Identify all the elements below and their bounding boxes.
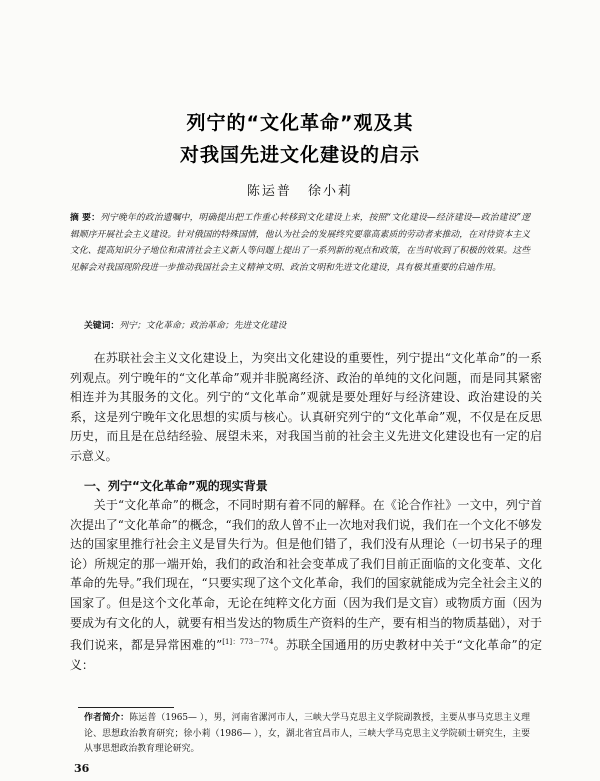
author-footnote: [84, 711, 530, 758]
abstract-text: 列宁晚年的政治遗嘱中，明确提出把工作重心转移到文化建设上来，按照“文化建设—经济建设—政治建设”逻辑顺序开展社会主义建设。针对俄国的特殊国情，他认为社会的发展终究要靠高素质的劳动者来推动，在对待资本主义文化、提高知识分子地位和肃清社会主义新人等问题上提出了一系列新的观点和政策，在当时收到了积极的效果。这些见解会对我国现阶段进一步推动我国社会主义精神文明、政治文明和先进文化建设，具有极其重要的启迪作用。: [70, 213, 530, 273]
article-title-line-1: 列宁的“文化革命”观及其: [186, 112, 414, 134]
footnote-text: 陈运普（1965— ），男，河南省漯河市人，三峡大学马克思主义学院副教授，主要从事马克思主义理论、思想政治教育研究；徐小莉（1986— ），女，湖北省宜昌市人，三峡大学马克思主义学院硕士研究生，主要从事思想政治教育理论研究。: [84, 713, 530, 754]
section-heading: 一、列宁“文化革命”观的现实背景: [84, 479, 268, 493]
keywords: [84, 318, 530, 331]
keywords-label: 关键词：: [84, 321, 120, 331]
section-paragraph-tail: 。苏联全国通用的历史教材中关于“文化革命”的定义：: [70, 638, 542, 672]
page-number: 36: [74, 762, 90, 775]
keywords-text: 列宁；文化革命；政治革命；先进文化建设: [119, 321, 287, 331]
abstract: [70, 210, 530, 276]
section-paragraph: [70, 496, 542, 675]
intro-paragraph: 在苏联社会主义文化建设上，为突出文化建设的重要性，列宁提出“文化革命”的一系列观点。列宁晚年的“文化革命”观并非脱离经济、政治的单纯的文化问题，而是同其紧密相连并为其服务的文化。列宁的“文化革命”观就是要处理好与经济建设、政治建设的关系，这是列宁晚年文化思想的实质与核心。认真研究列宁的“文化革命”观，不仅是在反思历史，而且是在总结经验、展望未来，对我国当前的社会主义先进文化建设也有一定的启示意义。: [70, 351, 542, 463]
section-paragraph-text: 关于“文化革命”的概念，不同时期有着不同的解释。在《论合作社》一文中，列宁首次提出了“文化革命”的概念，“我们的敌人曾不止一次地对我们说，我们在一个文化不够发达的国家里推行社会主义是冒失行为。但是他们错了，我们没有从理论（一切书呆子的理论）所规定的那一端开始，我们的政治和社会变革成了我们目前正面临的文化变革、文化革命的先导。”我们现在，“只要实现了这个文化革命，我们的国家就能成为完全社会主义的国家了。但是这个文化革命，无论在纯粹文化方面（因为我们是文盲）或物质方面（因为要成为有文化的人，就要有相当发达的物质生产资料的生产，要有相当的物质基础），对于我们说来，都是异常困难的”: [70, 498, 542, 653]
citation-reference: [1]：773－774: [222, 638, 274, 647]
footnote-label: 作者简介：: [84, 713, 130, 723]
article-title-line-2: 对我国先进文化建设的启示: [179, 144, 420, 166]
author-names: 陈运普 徐小莉: [246, 184, 354, 199]
abstract-label: 摘 要：: [70, 213, 101, 223]
footnote-divider: [78, 707, 174, 708]
